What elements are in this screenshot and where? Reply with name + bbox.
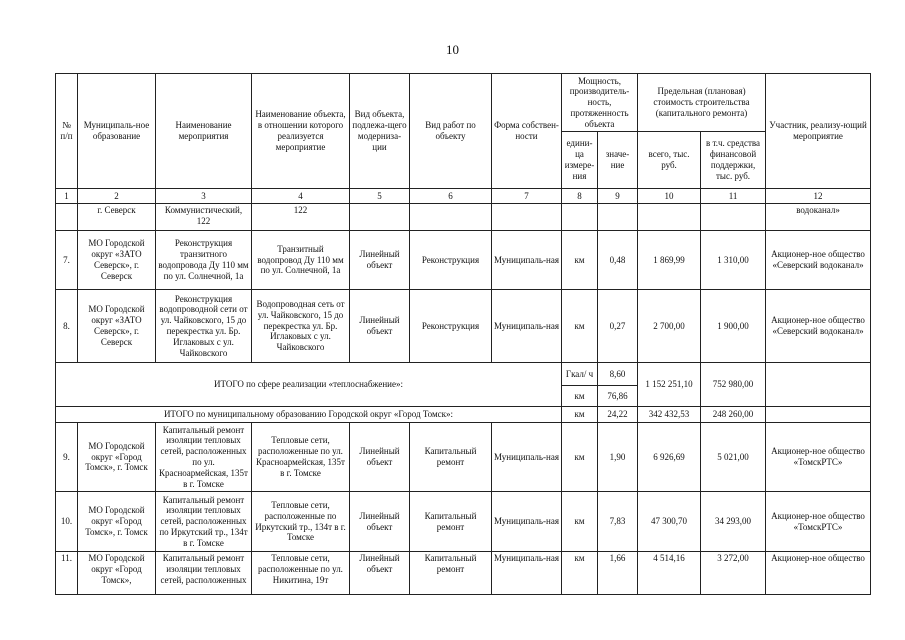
cell-unit: км: [562, 552, 598, 595]
cell-object-type: Линейный объект: [350, 290, 410, 363]
column-number: 9: [598, 189, 638, 204]
cell-municipality: МО Городской округ «ЗАТО Северск», г. Северск: [78, 290, 156, 363]
cell-municipality: МО Городской округ «Город Томск», г. Томск: [78, 423, 156, 492]
cell-event: Реконструкция водопроводной сети от ул. Чайковского, 15 до перекрестка ул. Бр. Иглаковых с ул. Чайковского: [156, 290, 252, 363]
cell-cost-total: 1 869,99: [638, 231, 701, 290]
cell-cost-support: 5 021,00: [701, 423, 766, 492]
column-number: 2: [78, 189, 156, 204]
column-number: 7: [492, 189, 562, 204]
column-number: 11: [701, 189, 766, 204]
table-row: [56, 492, 871, 552]
cell-object-type: Линейный объект: [350, 492, 410, 552]
header-object-name: Наименование объекта, в отношении которого реализуется мероприятие: [252, 74, 350, 189]
cell-value: 0,27: [598, 290, 638, 363]
total-tomsk-value: 24,22: [598, 407, 638, 423]
cell-participant: водоканал»: [766, 204, 871, 231]
cell-num: 11.: [56, 552, 78, 595]
column-number: 6: [410, 189, 492, 204]
cell-value: 1,66: [598, 552, 638, 595]
cell-event: Капитальный ремонт изоляции тепловых сетей, расположенных: [156, 552, 252, 595]
cell-cost-total: 4 514,16: [638, 552, 701, 595]
cell-num: 8.: [56, 290, 78, 363]
header-cost-support: в т.ч. средства финансовой поддержки, тыс. руб.: [701, 132, 766, 189]
cell-event: Капитальный ремонт изоляции тепловых сетей, расположенных по ул. Красноармейская, 135т в г. Томске: [156, 423, 252, 492]
column-number: 1: [56, 189, 78, 204]
header-cost-total: всего, тыс. руб.: [638, 132, 701, 189]
cell-cost-support: 3 272,00: [701, 552, 766, 595]
cell-cost-total: 6 926,69: [638, 423, 701, 492]
header-event-name: Наименование мероприятия: [156, 74, 252, 189]
total-heat-value2: 76,86: [598, 386, 638, 407]
cell-num: 10.: [56, 492, 78, 552]
table-row: [56, 423, 871, 492]
cell-object: Тепловые сети, расположенные по ул. Красноармейская, 135т в г. Томске: [252, 423, 350, 492]
cell-municipality: МО Городской округ «Город Томск»,: [78, 552, 156, 595]
cell-cost-support: 1 310,00: [701, 231, 766, 290]
header-work-type: Вид работ по объекту: [410, 74, 492, 189]
header-value: значе-ние: [598, 132, 638, 189]
cell-participant: Акционер-ное общество «Северский водоканал»: [766, 231, 871, 290]
total-heat-unit2: км: [562, 386, 598, 407]
cell-value: 1,90: [598, 423, 638, 492]
page-number: 10: [446, 42, 459, 57]
header-object-type: Вид объекта, подлежа-щего модерниза-ции: [350, 74, 410, 189]
cell-unit: км: [562, 423, 598, 492]
header-num: № п/п: [56, 74, 78, 189]
cell-work-type: Капитальный ремонт: [410, 423, 492, 492]
cell-cost-total: 2 700,00: [638, 290, 701, 363]
total-tomsk-label: ИТОГО по муниципальному образованию Городской округ «Город Томск»:: [56, 407, 562, 423]
cell-ownership: Муниципаль-ная: [492, 290, 562, 363]
column-number: 8: [562, 189, 598, 204]
cell-event: Коммунистический, 122: [156, 204, 252, 231]
cell-object: Транзитный водопровод Ду 110 мм по ул. Солнечной, 1а: [252, 231, 350, 290]
cell-unit: км: [562, 231, 598, 290]
cell-municipality: г. Северск: [78, 204, 156, 231]
total-heat-row: [56, 363, 871, 386]
total-tomsk-unit: км: [562, 407, 598, 423]
cell-value: 7,83: [598, 492, 638, 552]
cell-object: Водопроводная сеть от ул. Чайковского, 15 до перекрестка ул. Бр. Иглаковых с ул. Чайковского: [252, 290, 350, 363]
cell-ownership: Муниципаль-ная: [492, 552, 562, 595]
cell-municipality: МО Городской округ «Город Томск», г. Томск: [78, 492, 156, 552]
cell-ownership: Муниципаль-ная: [492, 231, 562, 290]
table-row: [56, 231, 871, 290]
total-heat-cost-support: 752 980,00: [701, 363, 766, 407]
cell-object: 122: [252, 204, 350, 231]
header-capacity: Мощность, производитель-ность, протяженность объекта: [562, 74, 638, 132]
cell-work-type: Реконструкция: [410, 290, 492, 363]
column-number-row: [56, 189, 871, 204]
total-tomsk-cost-support: 248 260,00: [701, 407, 766, 423]
column-number: 12: [766, 189, 871, 204]
total-heat-unit1: Гкал/ ч: [562, 363, 598, 386]
cell-participant: Акционер-ное общество «ТомскРТС»: [766, 423, 871, 492]
cell-num: 9.: [56, 423, 78, 492]
total-heat-label: ИТОГО по сфере реализации «теплоснабжение»:: [56, 363, 562, 407]
header-ownership: Форма собствен-ности: [492, 74, 562, 189]
cell-participant: Акционер-ное общество: [766, 552, 871, 595]
cell-ownership: Муниципаль-ная: [492, 492, 562, 552]
header-municipality: Муниципаль-ное образование: [78, 74, 156, 189]
cell-participant: Акционер-ное общество «ТомскРТС»: [766, 492, 871, 552]
total-heat-cost-total: 1 152 251,10: [638, 363, 701, 407]
cell-municipality: МО Городской округ «ЗАТО Северск», г. Северск: [78, 231, 156, 290]
cell-ownership: Муниципаль-ная: [492, 423, 562, 492]
cell-event: Капитальный ремонт изоляции тепловых сетей, расположенных по Иркутский тр., 134т в г. Томске: [156, 492, 252, 552]
cell-object-type: Линейный объект: [350, 231, 410, 290]
cell-object: Тепловые сети, расположенные по ул. Никитина, 19т: [252, 552, 350, 595]
cell-work-type: Капитальный ремонт: [410, 552, 492, 595]
cell-cost-total: 47 300,70: [638, 492, 701, 552]
continuation-row: [56, 204, 871, 231]
cell-participant: Акционер-ное общество «Северский водоканал»: [766, 290, 871, 363]
total-tomsk-row: [56, 407, 871, 423]
header-unit: едини-ца измере-ния: [562, 132, 598, 189]
table-row: [56, 552, 871, 595]
cell-value: 0,48: [598, 231, 638, 290]
column-number: 4: [252, 189, 350, 204]
total-heat-value1: 8,60: [598, 363, 638, 386]
cell-work-type: Реконструкция: [410, 231, 492, 290]
cell-work-type: Капитальный ремонт: [410, 492, 492, 552]
cell-num: 7.: [56, 231, 78, 290]
cell-unit: км: [562, 492, 598, 552]
cell-cost-support: 34 293,00: [701, 492, 766, 552]
cell-unit: км: [562, 290, 598, 363]
cell-object: Тепловые сети, расположенные по Иркутский тр., 134т в г. Томске: [252, 492, 350, 552]
investment-program-table: [55, 73, 871, 595]
column-number: 3: [156, 189, 252, 204]
cell-event: Реконструкция транзитного водопровода Ду 110 мм по ул. Солнечной, 1а: [156, 231, 252, 290]
column-number: 10: [638, 189, 701, 204]
header-cost: Предельная (плановая) стоимость строительства (капитального ремонта): [638, 74, 766, 132]
column-number: 5: [350, 189, 410, 204]
cell-cost-support: 1 900,00: [701, 290, 766, 363]
table-row: [56, 290, 871, 363]
header-participant: Участник, реализу-ющий мероприятие: [766, 74, 871, 189]
cell-object-type: Линейный объект: [350, 423, 410, 492]
total-tomsk-cost-total: 342 432,53: [638, 407, 701, 423]
cell-object-type: Линейный объект: [350, 552, 410, 595]
